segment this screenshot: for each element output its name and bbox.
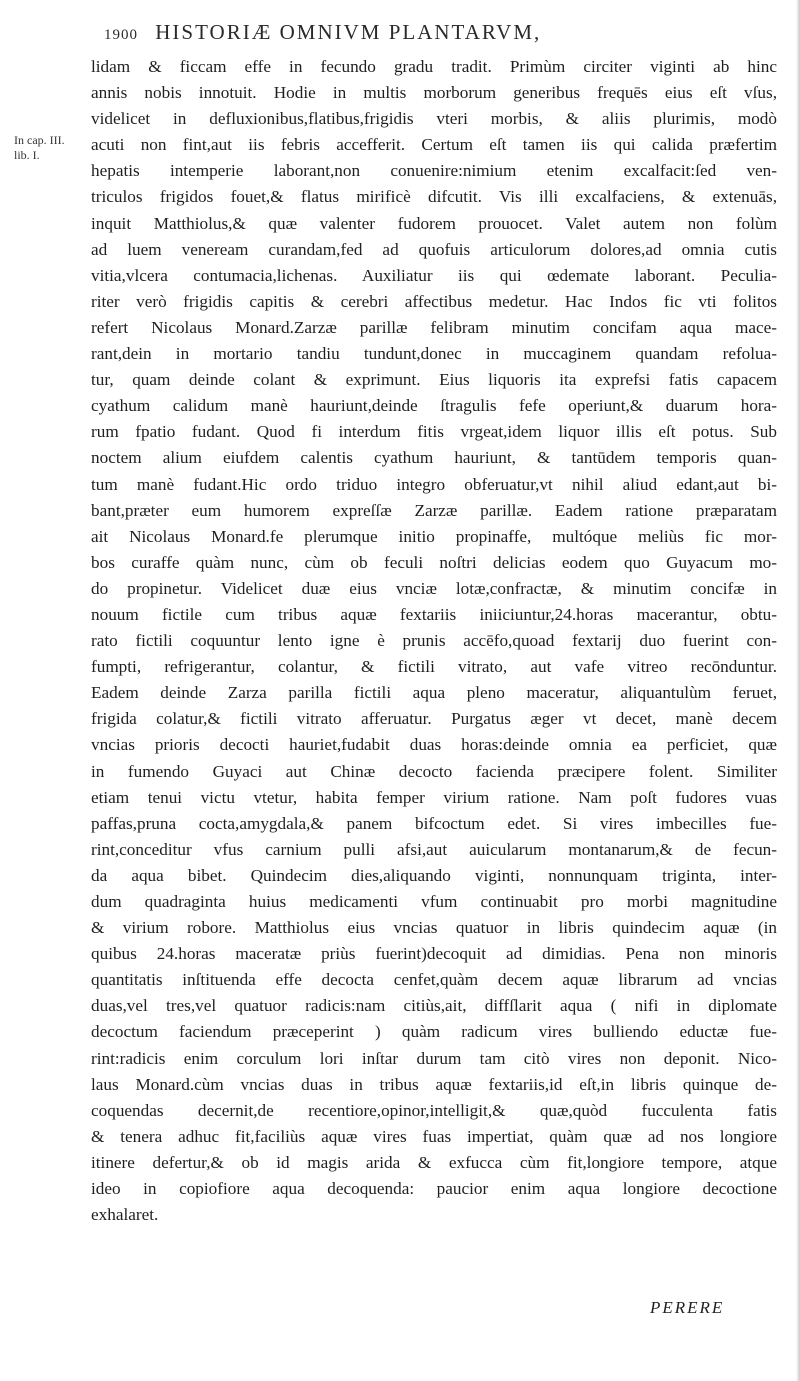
text-line: frigida colatur,& fictili vitrato afferuatur. Purgatus æger vt decet, manè decem [91,709,777,729]
text-line: tur, quam deinde colant & exprimunt. Eius liquoris ita exprefsi fatis capacem [91,370,777,390]
running-title: HISTORIÆ OMNIVM PLANTARVM, [155,20,542,44]
text-line: rint:radicis enim corculum lori inſtar durum tam citò vires non deponit. Nico- [91,1048,777,1068]
text-line: itinere defertur,& ob id magis arida & exfucca cùm fit,longiore tempore, atque [91,1152,777,1172]
text-line: annis nobis innotuit. Hodie in multis morborum generibus frequēs eius eſt vſus, [91,83,777,103]
text-line: vitia,vlcera contumacia,lichenas. Auxiliatur iis qui œdemate laborant. Peculia- [91,265,777,285]
text-line: videlicet in defluxionibus,flatibus,frigidis vteri morbis, & aliis plurimis, modò [91,109,777,129]
catchword: PERERE [650,1298,725,1317]
text-line: do propinetur. Videlicet duæ eius vnciæ lotæ,confractæ, & minutim concifæ in [91,578,777,598]
text-line: duas,vel tres,vel quatuor radicis:nam citiùs,ait, diffſlarit aqua ( nifi in diplomate [91,996,777,1016]
text-line: etiam tenui victu vtetur, habita femper virium ratione. Nam poſt fudores vuas [91,787,777,807]
text-line: decoctum faciendum præceperint ) quàm radicum vires bulliendo eductæ fue- [91,1022,777,1042]
text-line: ideo in copiofiore aqua decoquenda: paucior enim aqua longiore decoctione [91,1179,777,1199]
text-line: acuti non fint,aut iis febris accefferit. Certum eſt tamen iis qui calida præfertim [91,135,777,155]
text-line: rato fictili coquuntur lento igne è prunis accēfo,quoad fextarij duo fuerint con- [91,631,777,651]
text-line: inquit Matthiolus,& quæ valenter fudorem prouocet. Valet autem non folùm [91,213,777,233]
text-line: coquendas decernit,de recentiore,opinor,intelligit,& quæ,quòd fucculenta fatis [91,1100,777,1120]
text-line: dum quadraginta huius medicamenti vfum continuabit pro morbi magnitudine [91,892,777,911]
text-line: bant,præter eum humorem expreſſæ Zarzæ parillæ. Eadem ratione præparatam [91,500,777,520]
text-line: hepatis intemperie laborant,non conuenire:nimium etenim excalfacit:ſed ven- [91,161,777,181]
text-line: rum fpatio fudant. Quod fi interdum fitis vrgeat,idem liquor illis eſt potus. Sub [91,422,777,442]
text-line: nouum fictile cum tribus aquæ fextariis iniiciuntur,24.horas macerantur, obtu- [91,604,777,624]
page-number: 1900 [104,27,138,43]
text-line: refert Nicolaus Monard.Zarzæ parillæ felibram minutim concifam aqua mace- [91,317,777,337]
text-line: vncias prioris decocti hauriet,fudabit duas horas:deinde omnia ea perficiet, quæ [91,735,777,755]
text-line: Eadem deinde Zarza parilla fictili aqua pleno maceratur, aliquantulùm feruet, [91,683,777,703]
text-line: quantitatis inſtituenda effe decocta cenfet,quàm decem aquæ librarum ad vncias [91,970,777,990]
margin-note-line: In cap. III. [14,133,65,147]
text-line: ad luem veneream curandam,fed ad quofuis articulorum dolores,ad omnia cutis [91,239,777,259]
text-line: laus Monard.cùm vncias duas in tribus aquæ fextariis,id eſt,in libris quinque de- [91,1074,777,1094]
body-text [91,54,777,1228]
text-line: lidam & ficcam effe in fecundo gradu tradit. Primùm circiter viginti ab hinc [91,57,777,76]
text-line: da aqua bibet. Quindecim dies,aliquando viginti, nonnunquam triginta, inter- [91,865,777,885]
text-line: tum manè fudant.Hic ordo triduo integro obferuatur,vt nihil aliud edant,aut bi- [91,474,777,494]
text-line: riter verò frigidis capitis & cerebri affectibus medetur. Hac Indos fic vti folitos [91,291,777,311]
running-header [104,20,774,45]
text-line: & tenera adhuc fit,faciliùs aquæ vires fuas impertiat, quàm quæ ad nos longiore [91,1126,777,1146]
text-line: bos curaffe quàm nunc, cùm ob feculi noſtri delicias eodem quo Guyacum mo- [91,552,777,572]
text-line: ait Nicolaus Monard.fe plerumque initio propinaffe, multóque meliùs fic mor- [91,526,777,546]
text-line: paffas,pruna cocta,amygdala,& panem bifcoctum edet. Si vires imbecilles fue- [91,813,777,833]
margin-note [14,133,65,163]
text-line: rant,dein in mortario tandiu tundunt,donec in muccaginem quandam refolua- [91,344,777,364]
text-line: cyathum calidum manè hauriunt,deinde ſtragulis fefe operiunt,& duarum hora- [91,396,777,416]
text-line: triculos frigidos fouet,& flatus mirificè difcutit. Vis illi excalfaciens, & extenuās, [91,187,777,207]
text-line: noctem alium eiufdem calentis cyathum hauriunt, & tantūdem temporis quan- [91,448,777,468]
text-line: quibus 24.horas maceratæ priùs fuerint)decoquit ad dimidias. Pena non minoris [91,944,777,964]
text-line: rint,conceditur vfus carnium pulli afsi,aut auicularum montanarum,& de fecun- [91,839,777,859]
text-line: & virium robore. Matthiolus eius vncias quatuor in libris quindecim aquæ (in [91,918,777,938]
page-edge [796,0,800,1381]
text-line: fumpti, refrigerantur, colantur, & fictili vitrato, aut vafe vitreo recōnduntur. [91,657,777,677]
text-line: exhalaret. [91,1205,159,1225]
text-line: in fumendo Guyaci aut Chinæ decocto facienda præcipere folent. Similiter [91,761,777,781]
margin-note-line: lib. I. [14,148,40,162]
